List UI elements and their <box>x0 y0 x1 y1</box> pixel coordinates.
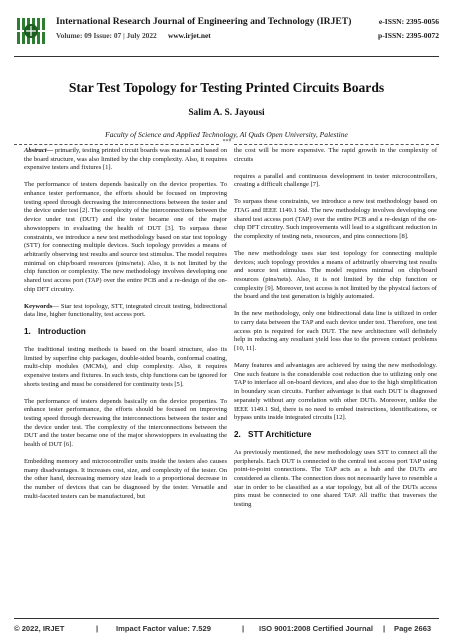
left-column <box>24 147 227 510</box>
abstract-label: Abstract— <box>24 147 54 154</box>
journal-website-link[interactable]: www.irjet.net <box>168 31 211 40</box>
header-divider <box>14 56 439 57</box>
volume-issue <box>56 31 211 40</box>
author-affiliation: Faculty of Science and Applied Technology, Al Quds Open University, Palestine <box>105 130 348 139</box>
paper-author: Salim A. S. Jayousi <box>188 108 265 118</box>
right-paragraph-1: the cost will be more expensive. The rapid growth in the complexity of circuits <box>234 147 437 163</box>
footer-separator: | <box>96 624 99 633</box>
keywords-paragraph <box>24 303 227 320</box>
keywords-label: Keywords <box>24 302 53 310</box>
journal-title: International Research Journal of Engineering and Technology (IRJET) <box>56 16 352 27</box>
right-paragraph-4: The new methodology uses star test topology for connecting multiple devices; such topology provides a means of arbitrarily observing test results and source test stimulus. The model requires minimal on chip/board resources (pins/nets). Also, it is not limited by the chip function or complexity [9]. Moreover, test access is not limited by the physical factors of the board and the test generation is highly automated. <box>234 249 437 301</box>
separator-stars: *** <box>222 139 232 145</box>
footer-impact-factor: Impact Factor value: 7.529 <box>116 624 211 633</box>
section-heading-stt-architecture <box>234 431 437 440</box>
footer-iso: ISO 9001:2008 Certified Journal <box>259 624 373 633</box>
intro-paragraph-3: Embedding memory and microcontroller units inside the testers also causes many disadvantages. It increases cost, size, and complexity of the tester. On the other hand, decreasing memory size leads to a proportional decrease in the number of devices that can be diagnosed by the tester. Versatile and multi-faceted testers can be manufactured, but <box>24 458 227 500</box>
footer-copyright: © 2022, IRJET <box>14 624 65 633</box>
right-paragraph-3: To surpass these constraints, we introduce a new test methodology based on JTAG and IEEE 1149.1 Std. The new methodology involves developing one shared test access port (TAP) over the entire PCB and a re-design of the on-chip DFT circuitry. Such improvements will lead to a significant reduction in the complexity of testing nets, resources, and pins connections [8]. <box>234 198 437 240</box>
section-number: 2. <box>234 430 241 440</box>
section-heading-introduction <box>24 328 227 337</box>
section-title: Introduction <box>38 327 86 337</box>
right-paragraph-2: requires a parallel and continuous development in tester microcontrollers, creating a difficult challenge [7]. <box>234 172 437 189</box>
right-paragraph-7: As previously mentioned, the new methodology uses STT to connect all the peripherals. Each DUT is connected to the central test access port TAP using point-to-point connections. The TAP acts as a hub and the DUTs are considered as clients. The connection does not necessarily have to resemble a star in order to be classified as a star topology, but all of the DUTs access pins must be connected to one shared TAP. All traffic that traverses the testing <box>234 448 437 509</box>
intro-paragraph-1: The traditional testing methods is based on the board structure, also its limited by superfine chip packages, double-sided boards, conformal coating, multi-chip modules (MCMs), and chip complexity. Also, it requires expensive testers and fixtures. In such tests, chip functions can be ignored for shorts testing and must be considered for continuity tests [5]. <box>24 345 227 388</box>
footer-separator: | <box>383 624 386 633</box>
eissn: e-ISSN: 2395-0056 <box>378 17 439 26</box>
keywords-text: — Star test topology, STT, integrated circuit testing, bidirectional data line, higher functionality, test access port. <box>24 302 227 319</box>
journal-header <box>14 14 439 50</box>
right-column <box>234 147 437 518</box>
intro-paragraph-2: The performance of testers depends basically on the device properties. To enhance tester performance, the efforts should be focused on improving testing speed through decreasing the interconnections between the tester and the device under test. The complexity of the interconnections between the DUT and the tester became one of the major showstoppers in evaluating the health of DUT [6]. <box>24 397 227 449</box>
footer-divider <box>14 618 439 619</box>
separator-line-right <box>234 144 439 145</box>
separator-line-left <box>14 144 219 145</box>
pissn: p-ISSN: 2395-0072 <box>378 31 439 40</box>
right-paragraph-6: Many features and advantages are achieved by using the new methodology. One such feature is the considerable cost reduction due to utilizing only one TAP to interface all on-board devices, and also due to the high simplification in boundary scan circuits. Further advantage is that each DUT is diagnosed separately without any correlation with other DUTs. Moreover, unlike the IEEE 1149.1 Std, there is no need to embed instructions, identifications, or bypass units inside integrated circuits [12]. <box>234 362 437 422</box>
section-title: STT Architicture <box>248 430 312 440</box>
paper-title: Star Test Topology for Testing Printed Circuits Boards <box>68 80 385 95</box>
abstract-paragraph-2: The performance of testers depends basically on the device properties. To enhance tester performance, the efforts should be focused on improving testing speed through decreasing the interconnections between the tester and the device under test [2]. The complexity of the interconnections between the device under test (DUT) and the tester became one of the major showstoppers in evaluating the health of DUT [3]. To surpass these constraints, we introduce a new test methodology based on star test topology (STT) for connecting multiple devices. Such topology provides a means of arbitrarily observing test results and source test stimulus. The model requires minimal on chip/board resources (pins/nets). Also, it is not limited by the chip function or complexity. The new methodology involves developing one shared test access port (TAP) over the entire PCB and a re-design of the on-chip DFT circuitry. <box>24 181 227 293</box>
right-paragraph-5: In the new methodology, only one bidirectional data line is utilized in order to carry data between the TAP and each device under test. Therefore, one test access pin is required for each DUT. The new architecture will definitely help in reducing any resultant yield loss due to the proven contact problems [10, 11]. <box>234 310 437 353</box>
abstract-text: primarily, testing printed circuit boards was manual and based on the board structure, was also limited by the chip complexity. Also, it requires expensive testers and fixtures [1]. <box>24 147 227 172</box>
irjet-logo-icon <box>14 14 48 48</box>
volume-issue-text: Volume: 09 Issue: 07 | July 2022 <box>56 31 157 40</box>
abstract-paragraph <box>24 147 227 173</box>
footer-page-number: Page 2663 <box>394 624 432 633</box>
footer-separator: | <box>242 624 245 633</box>
section-number: 1. <box>24 327 31 337</box>
